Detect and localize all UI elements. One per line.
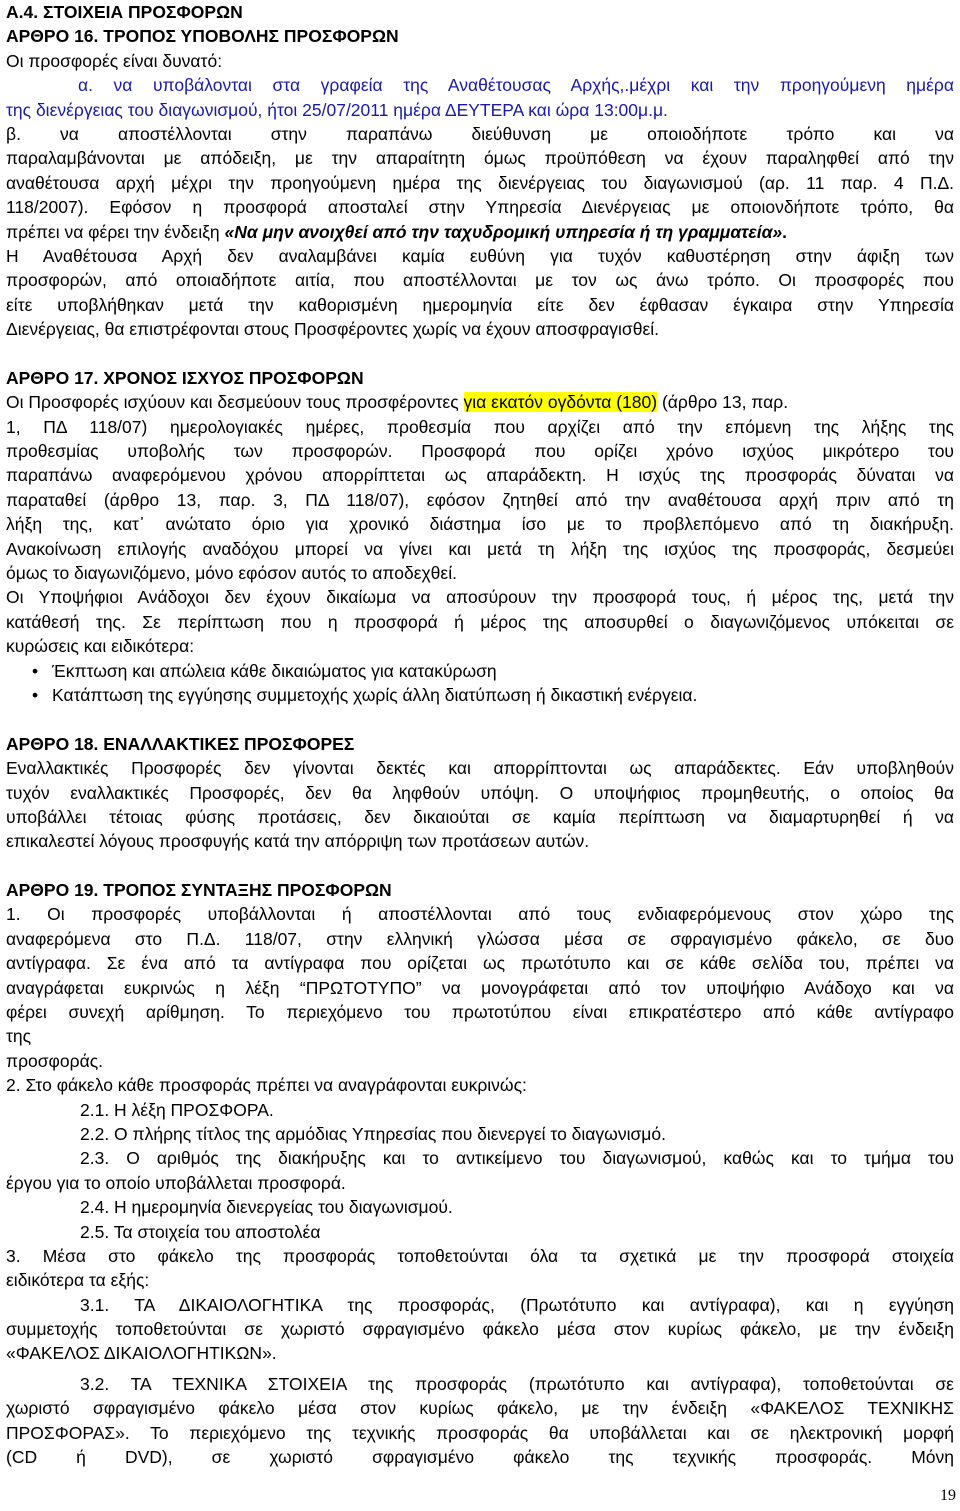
- article-17-line: [6, 390, 954, 414]
- article-17-line: όμως το διαγωνιζόμενο, μόνο εφόσον αυτός το αποδεχθεί.: [6, 562, 457, 583]
- spacer: [6, 854, 954, 878]
- article-17-line: Οι Υποψήφιοι Ανάδοχοι δεν έχουν δικαίωμα να αποσύρουν την προσφορά τους, ή μέρος της, μετά την: [6, 587, 954, 608]
- article-19-line: 1. Οι προσφορές υποβάλλονται ή αποστέλλονται από τους ενδιαφερόμενους στον χώρο της: [6, 904, 954, 925]
- notice-suffix: .: [782, 221, 788, 242]
- article-16-paragraph-line: Διενέργειας, θα επιστρέφονται στους Προσφέροντες χωρίς να έχουν αποσφραγισθεί.: [6, 319, 659, 340]
- article-16-item-b-line: αναθέτουσα αρχή μέχρι την προηγούμενη ημέρα της διενέργειας του διαγωνισμού (αρ. 11 παρ. 4 Π.Δ.: [6, 172, 954, 193]
- validity-prefix: Οι Προσφορές ισχύουν και δεσμεύουν τους προσφέροντες: [6, 392, 464, 413]
- sub-item: 2.1. Η λέξη ΠΡΟΣΦΟΡΑ.: [80, 1099, 274, 1120]
- validity-suffix: (άρθρο 13, παρ.: [657, 392, 789, 413]
- sub-item: 2.2. Ο πλήρης τίτλος της αρμόδιας Υπηρεσίας που διενεργεί το διαγωνισμό.: [80, 1123, 666, 1144]
- sub-item: 2.5. Τα στοιχεία του αποστολέα: [80, 1221, 321, 1242]
- article-16-item-b-line: παραλαμβάνονται με απόδειξη, με την απαραίτητη όμως προϋπόθεση να έχουν παραληφθεί από την: [6, 148, 954, 169]
- article-18-heading: ΑΡΘΡΟ 18. ΕΝΑΛΛΑΚΤΙΚΕΣ ΠΡΟΣΦΟΡΕΣ: [6, 733, 355, 754]
- article-19-line: φέρει συνεχή αρίθμηση. Το περιεχόμενο του πρωτοτύπου είναι επικρατέστερο από κάθε αντίγραφο: [6, 1002, 954, 1023]
- sub-item: 3.1. ΤΑ ΔΙΚΑΙΟΛΟΓΗΤΙΚΑ της προσφοράς, (Πρωτότυπο και αντίγραφα), και η εγγύηση: [80, 1294, 954, 1315]
- article-16-paragraph-line: Η Αναθέτουσα Αρχή δεν αναλαμβάνει καμία ευθύνη για τυχόν καθυστέρηση στην άφιξη των: [6, 245, 954, 266]
- sub-item-continuation: (CD ή DVD), σε χωριστό σφραγισμένο φάκελο της τεχνικής προσφοράς. Μόνη: [6, 1447, 954, 1468]
- article-19-line: αντίγραφα. Σε ένα από τα αντίγραφα που ορίζεται ως πρωτότυπο και σε κάθε σελίδα του, πρέπει να: [6, 953, 954, 974]
- sub-item-continuation: χωριστό σφραγισμένο φάκελο μέσα στον κυρίως φάκελο, με την ένδειξη «ΦΑΚΕΛΟΣ ΤΕΧΝΙΚΗΣ: [6, 1398, 954, 1419]
- bullet-item: [6, 683, 954, 707]
- article-17-line: παραπάνω αναφερόμενου χρόνου απορρίπτεται ως απαράδεκτη. Η ισχύς της προσφοράς δύναται να: [6, 465, 954, 486]
- article-19-heading: ΑΡΘΡΟ 19. ΤΡΟΠΟΣ ΣΥΝΤΑΞΗΣ ΠΡΟΣΦΟΡΩΝ: [6, 880, 392, 901]
- article-18-line: επικαλεστεί λόγους προσφυγής κατά την απόρριψη των προτάσεων αυτών.: [6, 831, 590, 852]
- article-17-line: 1, ΠΔ 118/07) ημερολογιακές ημέρες, προθεσμία που αρχίζει από την επόμενη της λήξης της: [6, 416, 954, 437]
- notice-emphasis: «Να μην ανοιχθεί από την ταχυδρομική υπηρεσία ή τη γραμματεία»: [224, 221, 783, 242]
- article-16-item-b-line: 118/2007). Εφόσον η προσφορά αποσταλεί στην Υπηρεσία Διενέργειας με οποιονδήποτε τρόπο, θα: [6, 197, 954, 218]
- article-18-line: τυχόν εναλλακτικές Προσφορές, δεν θα ληφθούν υπόψη. Ο υποψήφιος προμηθευτής, ο οποίος θα: [6, 782, 954, 803]
- article-19-line: προσφοράς.: [6, 1050, 104, 1071]
- article-19-line: 3. Μέσα στο φάκελο της προσφοράς τοποθετούνται όλα τα σχετικά με την προσφορά στοιχεία: [6, 1245, 954, 1266]
- sub-item-continuation: έργου για το οποίο υποβάλλεται προσφορά.: [6, 1172, 346, 1193]
- article-16-intro: Οι προσφορές είναι δυνατό:: [6, 50, 223, 71]
- article-16-item-a-line: της διενέργειας του διαγωνισμού, ήτοι 25/07/2011 ημέρα ΔΕΥΤΕΡΑ και ώρα 13:00μ.μ.: [6, 99, 668, 120]
- article-17-line: παραταθεί (άρθρο 13, παρ. 3, ΠΔ 118/07), εφόσον ζητηθεί από την αναθέτουσα αρχή πριν από τη: [6, 489, 954, 510]
- bullet-text: Κατάπτωση της εγγύησης συμμετοχής χωρίς άλλη διατύπωση ή δικαστική ενέργεια.: [52, 684, 698, 705]
- article-17-line: προθεσμίας υποβολής των προσφορών. Προσφορά που ορίζει χρόνο ισχύος μικρότερο του: [6, 441, 954, 462]
- article-19-line: αναφερόμενα στο Π.Δ. 118/07, στην ελληνική γλώσσα μέσα σε σφραγισμένο φάκελο, σε δυο: [6, 928, 954, 949]
- sub-item-continuation: ΠΡΟΣΦΟΡΑΣ». Το περιεχόμενο της τεχνικής προσφοράς θα υποβάλλεται και σε ηλεκτρονική μορφή: [6, 1422, 954, 1443]
- document-page: [6, 0, 954, 1469]
- bullet-text: Έκπτωση και απώλεια κάθε δικαιώματος για κατακύρωση: [52, 660, 497, 681]
- article-17-line: λήξη της, κατ᾽ ανώτατο όριο για χρονικό διάστημα ίσο με το προβλεπόμενο από τη διακήρυξη.: [6, 514, 954, 535]
- bullet-dot-icon: •: [32, 684, 39, 705]
- article-16-item-b-line: [6, 220, 954, 244]
- sub-item: 3.2. ΤΑ ΤΕΧΝΙΚΑ ΣΤΟΙΧΕΙΑ της προσφοράς (πρωτότυπο και αντίγραφα), τοποθετούνται σε: [80, 1373, 954, 1394]
- spacer: [6, 707, 954, 731]
- article-17-heading: ΑΡΘΡΟ 17. ΧΡΟΝΟΣ ΙΣΧΥΟΣ ΠΡΟΣΦΟΡΩΝ: [6, 367, 364, 388]
- article-19-line: 2. Στο φάκελο κάθε προσφοράς πρέπει να αναγράφονται ευκρινώς:: [6, 1075, 527, 1096]
- bullet-dot-icon: •: [32, 660, 39, 681]
- article-19-line: της: [6, 1026, 32, 1047]
- sub-item-continuation: «ΦΑΚΕΛΟΣ ΔΙΚΑΙΟΛΟΓΗΤΙΚΩΝ».: [6, 1343, 277, 1364]
- page-number: 19: [940, 1487, 956, 1504]
- spacer: [6, 341, 954, 365]
- article-19-line: αναγράφεται ευκρινώς η λέξη “ΠΡΩΤΟΤΥΠΟ” να μονογράφεται από τον υποψήφιο Ανάδοχο και να: [6, 977, 954, 998]
- section-title: Α.4. ΣΤΟΙΧΕΙΑ ΠΡΟΣΦΟΡΩΝ: [6, 2, 243, 22]
- article-18-line: Εναλλακτικές Προσφορές δεν γίνονται δεκτές και απορρίπτονται ως απαράδεκτες. Εάν υποβληθούν: [6, 758, 954, 779]
- article-18-line: υποβάλλει τέτοιας φύσης προτάσεις, δεν δικαιούται σε καμία περίπτωση να διαμαρτυρηθεί ή να: [6, 806, 954, 827]
- article-16-item-b-line: β. να αποστέλλονται στην παραπάνω διεύθυνση με οποιοδήποτε τρόπο και να: [6, 123, 954, 144]
- article-17-line: κατάθεσή της. Σε περίπτωση που η προσφορά ή μέρος της αποσυρθεί ο διαγωνιζόμενος υπόκειται σε: [6, 611, 954, 632]
- sub-item: 2.4. Η ημερομηνία διενεργείας του διαγωνισμού.: [80, 1197, 453, 1218]
- article-16-heading: ΑΡΘΡΟ 16. ΤΡΟΠΟΣ ΥΠΟΒΟΛΗΣ ΠΡΟΣΦΟΡΩΝ: [6, 26, 399, 47]
- article-17-line: κυρώσεις και ειδικότερα:: [6, 636, 195, 657]
- validity-highlight: για εκατόν ογδόντα (180): [463, 392, 658, 413]
- sub-item-continuation: συμμετοχής τοποθετούνται σε χωριστό σφραγισμένο φάκελο μέσα στον κυρίως φάκελο, με την ένδειξη: [6, 1319, 954, 1340]
- article-16-paragraph-line: προσφορών, από οποιαδήποτε αιτία, που αποστέλλονται με τον ως άνω τρόπο. Οι προσφορές που: [6, 270, 954, 291]
- bullet-item: [6, 659, 954, 683]
- article-19-line: ειδικότερα τα εξής:: [6, 1270, 150, 1291]
- article-16-item-a-line: α. να υποβάλονται στα γραφεία της Αναθέτουσας Αρχής,.μέχρι και την προηγούμενη ημέρα: [78, 75, 954, 96]
- sub-item: 2.3. Ο αριθμός της διακήρυξης και το αντικείμενο του διαγωνισμού, καθώς και το τμήμα του: [80, 1148, 954, 1169]
- article-16-paragraph-line: είτε υποβλήθηκαν μετά την καθορισμένη ημερομηνία είτε δεν έφθασαν έγκαιρα στην Υπηρεσία: [6, 294, 954, 315]
- article-17-line: Ανακοίνωση επιλογής αναδόχου μπορεί να γίνει και μετά τη λήξη της ισχύος της προσφοράς, δεσμεύει: [6, 538, 954, 559]
- notice-prefix: πρέπει να φέρει την ένδειξη: [6, 221, 225, 242]
